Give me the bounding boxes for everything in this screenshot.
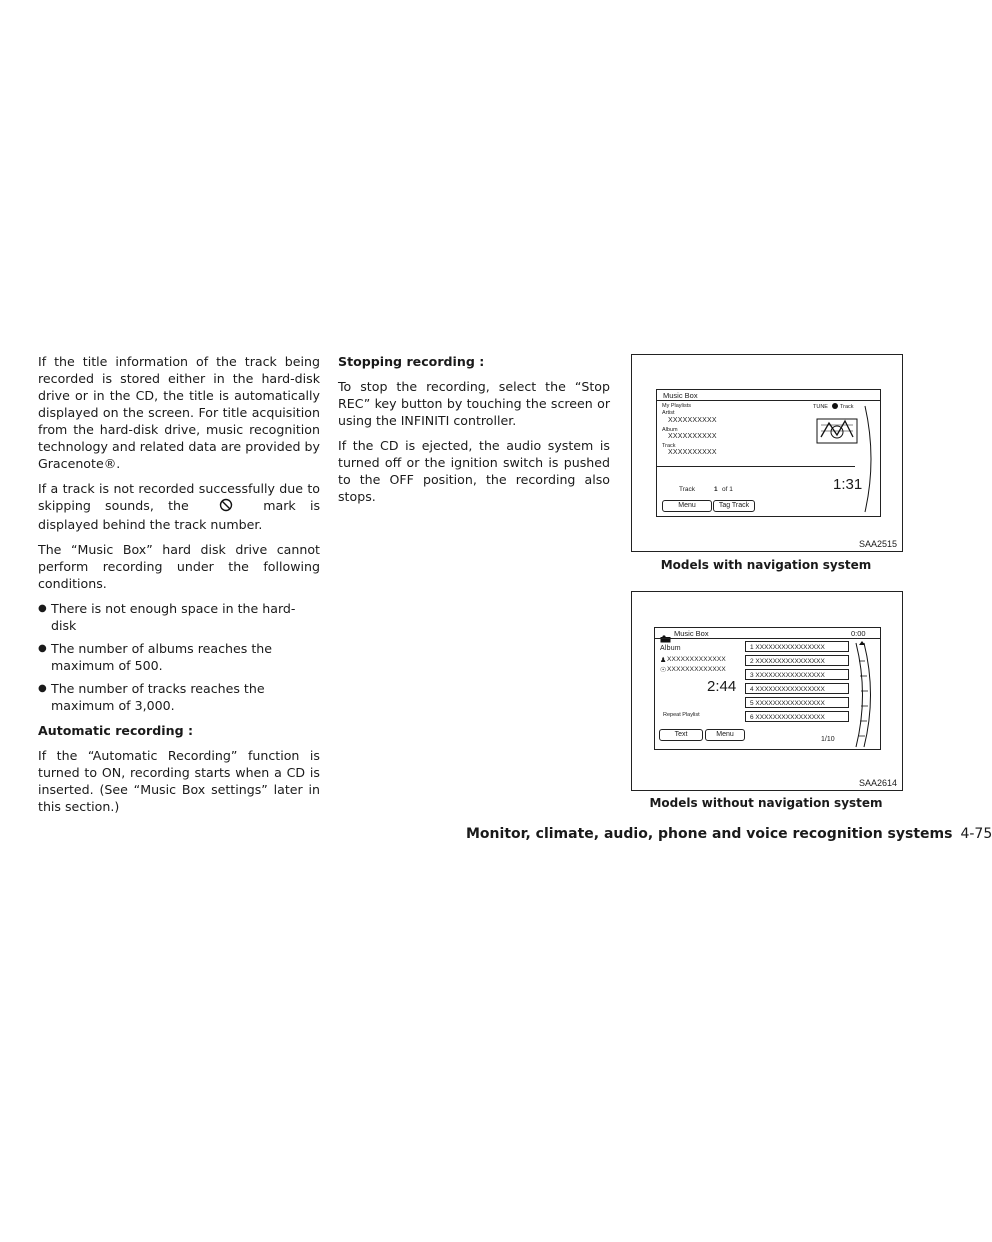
menu-button[interactable]: Menu bbox=[705, 729, 745, 741]
track-counter-label: Track bbox=[679, 486, 696, 493]
elapsed-time: 1:31 bbox=[833, 476, 863, 493]
repeat-playlist-label: Repeat Playlist bbox=[663, 712, 700, 718]
tune-knob-icon bbox=[832, 403, 838, 409]
figure2-caption: Models without navigation system bbox=[649, 796, 883, 810]
music-box-screen bbox=[656, 389, 881, 517]
paragraph-stop-rec: To stop the recording, select the “Stop REC” key button by touching the screen or using the INFINITI controller. bbox=[338, 379, 610, 428]
page-indicator: 1/10 bbox=[821, 736, 835, 743]
album-line: XXXXXXXXXXXXX bbox=[667, 666, 726, 673]
paragraph-skipping bbox=[38, 480, 320, 533]
album-value: XXXXXXXXXX bbox=[668, 433, 717, 440]
section-title: Monitor, climate, audio, phone and voice recognition systems bbox=[466, 826, 953, 842]
screen-title: Music Box bbox=[674, 629, 709, 638]
artist-line: XXXXXXXXXXXXX bbox=[667, 656, 726, 663]
paragraph-skipping-end: mark is displayed behind the track number. bbox=[38, 498, 321, 532]
cd-art-icon bbox=[815, 415, 859, 450]
tag-track-button[interactable]: Tag Track bbox=[713, 500, 755, 512]
scrollbar[interactable] bbox=[853, 641, 877, 749]
conditions-list bbox=[38, 600, 320, 714]
disc-icon: ☉ bbox=[660, 667, 667, 674]
menu-button[interactable]: Menu bbox=[662, 500, 712, 512]
tune-label: TUNE bbox=[813, 404, 828, 410]
playlist-track-2[interactable]: 2 XXXXXXXXXXXXXXXX bbox=[745, 655, 849, 666]
clock: 0:00 bbox=[851, 629, 866, 638]
tune-track-label: Track bbox=[840, 404, 854, 410]
middle-column bbox=[338, 353, 610, 513]
paragraph-automatic-recording: If the “Automatic Recording” function is turned to ON, recording starts when a CD is inserted. (See “Music Box settings” later in this section.) bbox=[38, 747, 320, 814]
my-playlists-label: My Playlists bbox=[662, 403, 692, 409]
album-label: Album bbox=[662, 427, 678, 433]
track-counter-number: 1 bbox=[714, 486, 718, 493]
track-value: XXXXXXXXXX bbox=[668, 449, 717, 456]
text-button[interactable]: Text bbox=[659, 729, 703, 741]
screen-title: Music Box bbox=[663, 391, 698, 400]
track-label: Track bbox=[662, 443, 676, 449]
playlist-track-6[interactable]: 6 XXXXXXXXXXXXXXXX bbox=[745, 711, 849, 722]
page-footer bbox=[466, 826, 992, 842]
paragraph-conditions: The “Music Box” hard disk drive cannot perform recording under the following conditions. bbox=[38, 541, 320, 591]
list-item: ● The number of tracks reaches the maximum of 3,000. bbox=[38, 680, 320, 714]
paragraph-skipping-start: If a track is not recorded successfully due to skipping sounds, the bbox=[38, 481, 320, 513]
paragraph-title-info: If the title information of the track being recorded is stored either in the hard-disk drive or in the CD, the title is automatically displayed on the screen. For title acquisition from the hard-disk drive, music recognition technology and related data are provided by Gracenote®. bbox=[38, 354, 320, 471]
figure-non-navigation-screen bbox=[631, 591, 903, 791]
playlist-track-4[interactable]: 4 XXXXXXXXXXXXXXXX bbox=[745, 683, 849, 694]
page-number: 4-75 bbox=[960, 826, 992, 842]
music-box-screen bbox=[654, 627, 881, 750]
playlist-track-3[interactable]: 3 XXXXXXXXXXXXXXXX bbox=[745, 669, 849, 680]
playlist-track-1[interactable]: 1 XXXXXXXXXXXXXXXX bbox=[745, 641, 849, 652]
title-divider bbox=[655, 638, 880, 639]
left-column bbox=[38, 353, 320, 823]
elapsed-time: 2:44 bbox=[707, 678, 737, 695]
list-item: ● There is not enough space in the hard-disk bbox=[38, 600, 320, 634]
artist-icon: ♟ bbox=[660, 657, 667, 664]
paragraph-cd-ejected: If the CD is ejected, the audio system is turned off or the ignition switch is pushed to the OFF position, the recording also stops. bbox=[338, 438, 610, 504]
heading-automatic-recording: Automatic recording : bbox=[38, 722, 194, 738]
scroll-arc bbox=[863, 404, 879, 514]
figure-code: SAA2515 bbox=[858, 539, 897, 549]
artist-label: Artist bbox=[662, 410, 675, 416]
artist-value: XXXXXXXXXX bbox=[668, 417, 717, 424]
figure1-caption: Models with navigation system bbox=[660, 558, 872, 572]
track-counter-total: of 1 bbox=[722, 486, 733, 493]
playlist-track-5[interactable]: 5 XXXXXXXXXXXXXXXX bbox=[745, 697, 849, 708]
title-divider bbox=[657, 400, 880, 401]
divider-line bbox=[657, 466, 855, 467]
list-item: ● The number of albums reaches the maximum of 500. bbox=[38, 640, 320, 674]
heading-stopping-recording: Stopping recording : bbox=[338, 354, 485, 369]
figure-code: SAA2614 bbox=[858, 778, 897, 788]
prohibited-icon bbox=[203, 498, 249, 516]
album-label: Album bbox=[660, 645, 681, 652]
figure-navigation-screen bbox=[631, 354, 903, 552]
